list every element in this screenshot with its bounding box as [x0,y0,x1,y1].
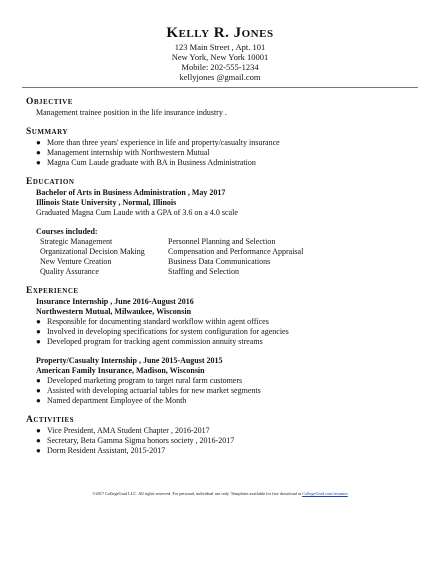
bullet-icon: ● [36,327,41,336]
summary-section [26,127,418,168]
list-item-text: Dorm Resident Assistant, 2015-2017 [47,446,166,455]
copyright-footer [0,491,440,496]
bullet-icon: ● [36,138,41,147]
list-item [36,376,418,386]
list-item [36,396,418,406]
school: Illinois State University , Normal, Illinois [36,198,177,207]
job-duties-list [36,376,418,406]
bullet-icon: ● [36,436,41,445]
bullet-icon: ● [36,317,41,326]
activities-list [36,426,418,456]
email-address: kellyjones @gmail.com [179,72,261,82]
bullet-icon: ● [36,446,41,455]
summary-list [36,138,418,168]
activities-section [26,415,418,456]
list-item [36,386,418,396]
degree: Bachelor of Arts in Business Administration , May 2017 [36,188,226,197]
job-position: Insurance Internship , June 2016-August 2016 [36,297,194,306]
bullet-icon: ● [36,158,41,167]
list-item-text: Vice President, AMA Student Chapter , 2016-2017 [47,426,210,435]
mobile-phone: Mobile: 202-555-1234 [181,62,259,72]
job-position: Property/Casualty Internship , June 2015-August 2015 [36,356,223,365]
bullet-icon: ● [36,426,41,435]
list-item [36,436,418,446]
courses-label: Courses included: [36,227,98,236]
list-item-text: Responsible for documenting standard workflow within agent offices [47,317,269,326]
course-item: Compensation and Performance Appraisal [168,247,304,256]
list-item-text: Developed program for tracking agent commission annuity streams [47,337,263,346]
list-item [36,158,418,168]
experience-heading: Experience [26,286,79,296]
list-item-text: Magna Cum Laude graduate with BA in Business Administration [47,158,256,167]
list-item [36,446,418,456]
bullet-icon: ● [36,386,41,395]
objective-text: Management trainee position in the life insurance industry . [36,108,227,117]
list-item [36,337,418,347]
bullet-icon: ● [36,337,41,346]
list-item-text: Developed marketing program to target rural farm customers [47,376,243,385]
list-item [36,327,418,337]
objective-section [26,97,418,118]
course-item: Staffing and Selection [168,267,239,276]
course-item: Organizational Decision Making [40,247,145,256]
list-item [36,148,418,158]
list-item [36,426,418,436]
list-item-text: Involved in developing specifications for system configuration for agencies [47,327,289,336]
activities-heading: Activities [26,415,75,425]
honors: Graduated Magna Cum Laude with a GPA of 3.6 on a 4.0 scale [36,208,238,217]
list-item-text: More than three years' experience in life and property/casualty insurance [47,138,280,147]
list-item-text: Assisted with developing actuarial tables for new market segments [47,386,261,395]
experience-section [26,286,418,406]
footer-text: ©2017 CollegeGrad LLC. All rights reserved. For personal, individual use only. Templates available for free download at [92,491,303,496]
course-item: Business Data Communications [168,257,271,266]
job-duties-list [36,317,418,347]
course-item: Quality Assurance [40,267,99,276]
objective-heading: Objective [26,97,73,107]
bullet-icon: ● [36,376,41,385]
education-heading: Education [26,177,75,187]
bullet-icon: ● [36,396,41,405]
list-item-text: Named department Employee of the Month [47,396,187,405]
course-item: New Venture Creation [40,257,112,266]
job-company: Northwestern Mutual, Milwaukee, Wisconsin [36,307,192,316]
education-section [26,177,418,277]
header-divider [22,87,418,88]
footer-link[interactable]: CollegeGrad.com/resumes [302,491,348,496]
list-item [36,317,418,327]
bullet-icon: ● [36,148,41,157]
list-item-text: Management internship with Northwestern Mutual [47,148,210,157]
courses-grid [36,237,418,277]
list-item-text: Secretary, Beta Gamma Sigma honors society , 2016-2017 [47,436,235,445]
job-company: American Family Insurance, Madison, Wisconsin [36,366,205,375]
resume-header [0,0,440,82]
list-item [36,138,418,148]
address-line-2: New York, New York 10001 [171,52,269,62]
course-item: Strategic Management [40,237,113,246]
course-item: Personnel Planning and Selection [168,237,276,246]
summary-heading: Summary [26,127,68,137]
candidate-name: Kelly R. Jones [166,25,274,41]
address-line-1: 123 Main Street , Apt. 101 [174,42,266,52]
